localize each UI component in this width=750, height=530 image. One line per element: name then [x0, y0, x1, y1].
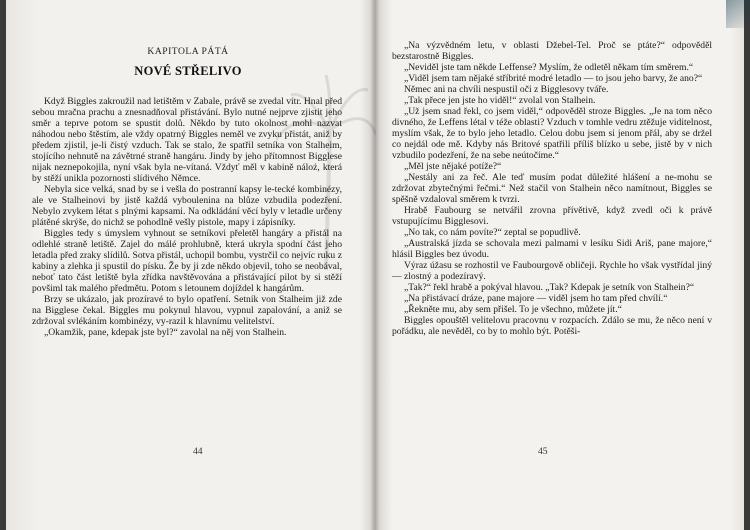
paragraph: „Na výzvědném letu, v oblasti Džebel-Tel. Proč se ptáte?“ odpověděl bezstarostně Biggles.: [392, 40, 712, 62]
chapter-label: KAPITOLA PÁTÁ: [147, 46, 229, 57]
paragraph: „Už jsem snad řekl, co jsem viděl,“ odpověděl stroze Biggles. „Je na tom něco divného, že Leffens létal v téže oblasti? Vzduch v tomhle vedru ztěžuje viditelnost, myslím však, že to bylo jeho letadlo. Celou dobu jsem si jenom přál, aby se držel co nejdál ode mě. Kdyby nás Britové spatřili příliš blízko u sebe, jistě by v nich vzbudilo podezření, že na sebe neútočíme.“: [392, 106, 712, 161]
page-number: 44: [193, 446, 203, 457]
paragraph: Výraz úžasu se rozhostil ve Faubourgově obličeji. Rychle ho však vystřídal jiný — zlostný a podezíravý.: [392, 260, 712, 282]
left-page: [28, 0, 348, 530]
paragraph: „Viděl jsem tam nějaké stříbrité modré letadlo — to jsou jeho barvy, že ano?“: [404, 73, 703, 84]
paragraph: „No tak, co nám povíte?“ zeptal se popudlivě.: [404, 227, 581, 238]
paragraph: Biggles opouštěl velitelovu pracovnu v rozpacích. Zdálo se mu, že něco není v pořádku, ale nevěděl, co by to mohlo být. Potěši-: [392, 315, 712, 337]
page-number: 45: [538, 446, 548, 457]
paragraph: Němec ani na chvíli nespustil oči z Bigglesovy tváře.: [404, 84, 609, 95]
paragraph: „Tak?“ řekl hrabě a pokýval hlavou. „Tak? Kdepak je setník von Stalhein?“: [404, 282, 695, 293]
left-body-text: [32, 96, 342, 338]
paragraph: Brzy se ukázalo, jak prozíravé to bylo opatření. Setník von Stalheim již zde na Bigglese čekal. Biggles mu pokynul hlavou, vypnul zapalování, a aniž se zdržoval svlékáním kombinézy, vy-razil k hlavnímu velitelství.: [32, 294, 342, 327]
paragraph: Biggles tedy s úmyslem vyhnout se setníkovi přeletěl hangáry a přistál na odlehlé straně letiště. Zajel do málé prohlubně, která ukryla spodní část jeho letadla před zraky slídilů. Sotva přistál, uchopil bombu, vystrčil co nejvíc ruku z kabiny a zlehka ji spustil do písku. Že by ji zde někdo objevil, toho se neobával, neboť tato část letiště byla zřídka navštěvována a přistávající pilot by si stěží povšiml tak malého předmětu. Potom s letounem dojíždel k hangárům.: [32, 228, 342, 294]
paragraph: „Neviděl jste tam někde Leffense? Myslím, že odletěl někam tím směrem.“: [404, 62, 694, 73]
paragraph: „Australská jízda se schovala mezi palmami v lesíku Sidi Ariš, pane majore,“ hlásil Biggles bez úvodu.: [392, 238, 712, 260]
paragraph: Nebyla sice velká, snad by se i vešla do postranní kapsy le-tecké kombinézy, ale ve Stalheinovi by jistě každá vyboulenina na blůze vzbudila podezření. Nebylo zvykem létat s plnými kapsami. Na odkládání věcí byly v letadle určeny plátěné skrýše, do nichž se pohodlně vešly pistole, mapy i zápisníky.: [32, 184, 342, 228]
right-page: [392, 0, 722, 530]
chapter-title: NOVÉ STŘELIVO: [134, 64, 242, 78]
paragraph: Hrabě Faubourg se netvářil zrovna přívětivě, když zvedl oči k právě vstupujícímu Bigglesovi.: [392, 205, 712, 227]
right-body-text: [392, 40, 712, 337]
paragraph: „Nestály ani za řeč. Ale teď musím podat důležité hlášení a ne-mohu se zdržovat zbytečnými řečmi.“ Než stačil von Stalhein něco namítnout, Biggles se spěšně vzdaloval směrem k tvrzi.: [392, 172, 712, 205]
paragraph: „Okamžik, pane, kdepak jste byl?“ zavolal na něj von Stalhein.: [44, 327, 287, 338]
scan-edge: [726, 0, 750, 28]
paragraph: „Tak přece jen jste ho viděl!“ zvolal von Stalhein.: [404, 95, 596, 106]
paragraph: „Na přistávací dráze, pane majore — viděl jsem ho tam před chvílí.“: [404, 293, 668, 304]
paragraph: „Měl jste nějaké potíže?“: [404, 161, 502, 172]
paragraph: Když Biggles zakroužil nad letištěm v Zabale, právě se zvedal vítr. Hnal před sebou mračna prachu a znesnadňoval přistávání. Bylo nutné nejprve zjistit jeho směr a teprve potom se spustit dolů. Někdo by tuto okolnost mohl nazvat náhodou nebo štěstím, ale vždy opatrný Biggles neměl ve zvyku přistát, aniž by předem zjistil, je-li čistý vzduch. Tak se stalo, že spatřil setníka von Stalheim, stojícího nehnutě na závětrné straně hangáru. Jindy by jeho přítomnost Bigglese nijak neznepokojila, nyní však byla ne-vítaná. Vždyť měl v kabině náloż, která by stěží unikla pozornosti slídivého Němce.: [32, 96, 342, 184]
paragraph: „Řekněte mu, aby sem přišel. To je všechno, můžete jít.“: [404, 304, 622, 315]
